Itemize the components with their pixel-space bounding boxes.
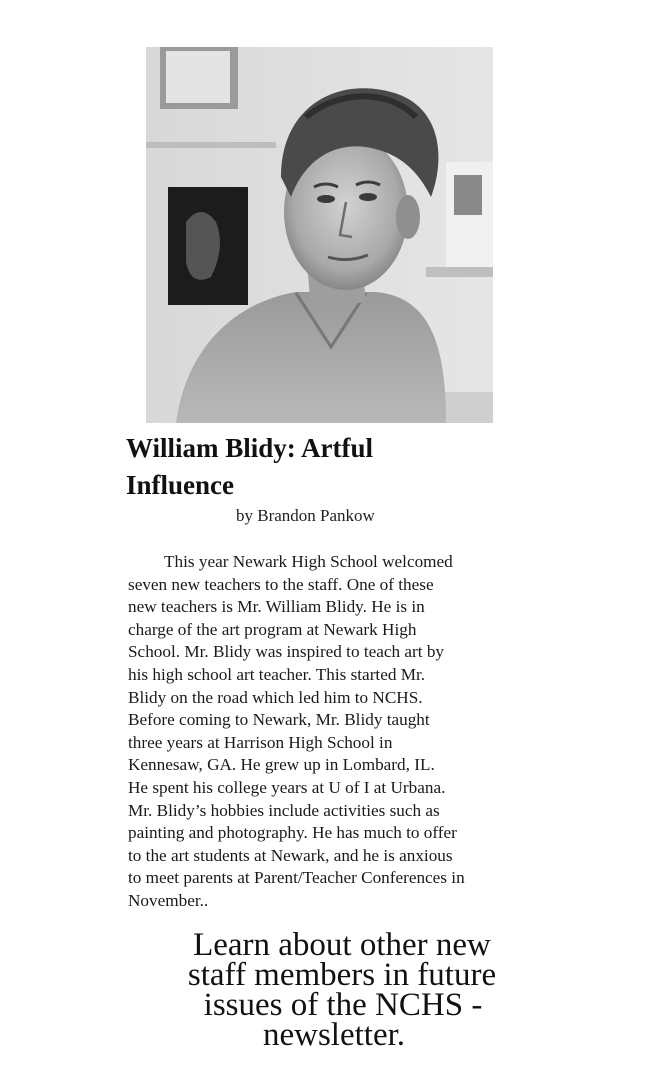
promo-line-4: newsletter. bbox=[262, 1017, 406, 1053]
body-line: new teachers is Mr. William Blidy. He is in bbox=[128, 597, 425, 617]
teacher-portrait-photo bbox=[146, 47, 493, 423]
body-line: painting and photography. He has much to offer bbox=[128, 823, 457, 843]
body-line: to the art students at Newark, and he is anxious bbox=[128, 845, 453, 865]
body-line: three years at Harrison High School in bbox=[128, 732, 393, 752]
portrait-illustration bbox=[146, 47, 493, 423]
body-line: He spent his college years at U of I at Urbana. bbox=[128, 777, 446, 797]
headline-line-2: Influence bbox=[126, 470, 234, 500]
body-line: Before coming to Newark, Mr. Blidy taught bbox=[128, 710, 430, 730]
body-line: his high school art teacher. This started Mr. bbox=[128, 664, 426, 684]
body-line: Kennesaw, GA. He grew up in Lombard, IL. bbox=[128, 755, 435, 775]
body-line: charge of the art program at Newark High bbox=[128, 619, 417, 639]
headline-line-1: William Blidy: Artful bbox=[126, 433, 374, 463]
body-line: Mr. Blidy’s hobbies include activities such as bbox=[128, 800, 440, 820]
body-line: School. Mr. Blidy was inspired to teach art by bbox=[128, 642, 445, 662]
body-line: to meet parents at Parent/Teacher Conferences in bbox=[128, 868, 465, 888]
body-line: This year Newark High School welcomed bbox=[164, 552, 453, 571]
article-byline: by Brandon Pankow bbox=[236, 506, 375, 525]
body-line: seven new teachers to the staff. One of these bbox=[128, 574, 434, 594]
body-line: Blidy on the road which led him to NCHS. bbox=[128, 687, 423, 707]
promo-line-1: Learn about other new bbox=[193, 927, 491, 963]
article-headline bbox=[126, 430, 506, 504]
body-line: November.. bbox=[128, 890, 209, 910]
promo-line-2: staff members in future bbox=[187, 957, 497, 993]
promo-line-3: issues of the NCHS - bbox=[203, 987, 483, 1023]
newsletter-promo bbox=[120, 927, 540, 1053]
article-body bbox=[128, 551, 528, 913]
